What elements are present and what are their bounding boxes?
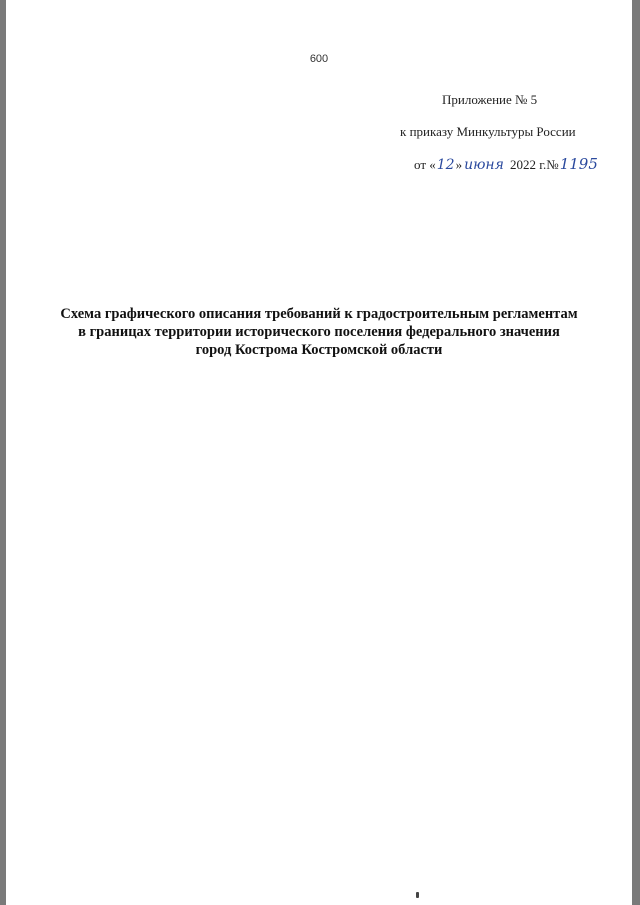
date-day-close: »: [455, 157, 463, 172]
title-line-1: Схема графического описания требований к градостроительным регламентам: [60, 306, 578, 322]
appendix-label: Приложение № 5: [442, 92, 538, 107]
title-line-2: в границах территории исторического поселения федерального значения: [78, 324, 560, 340]
document-title: [6, 305, 632, 359]
title-line-3: город Кострома Костромской области: [195, 342, 443, 358]
page-number: 600: [309, 53, 329, 65]
handwritten-order-number: 1195: [559, 155, 598, 173]
scan-mark: [416, 892, 419, 898]
handwritten-day: 12: [436, 157, 455, 173]
date-year: 2022 г.№: [509, 157, 559, 172]
order-reference: к приказу Минкультуры России: [400, 124, 576, 139]
handwritten-month: июня: [464, 157, 504, 173]
date-prefix: от «: [414, 157, 436, 172]
order-date-line: [414, 155, 598, 173]
document-page: [6, 0, 632, 905]
